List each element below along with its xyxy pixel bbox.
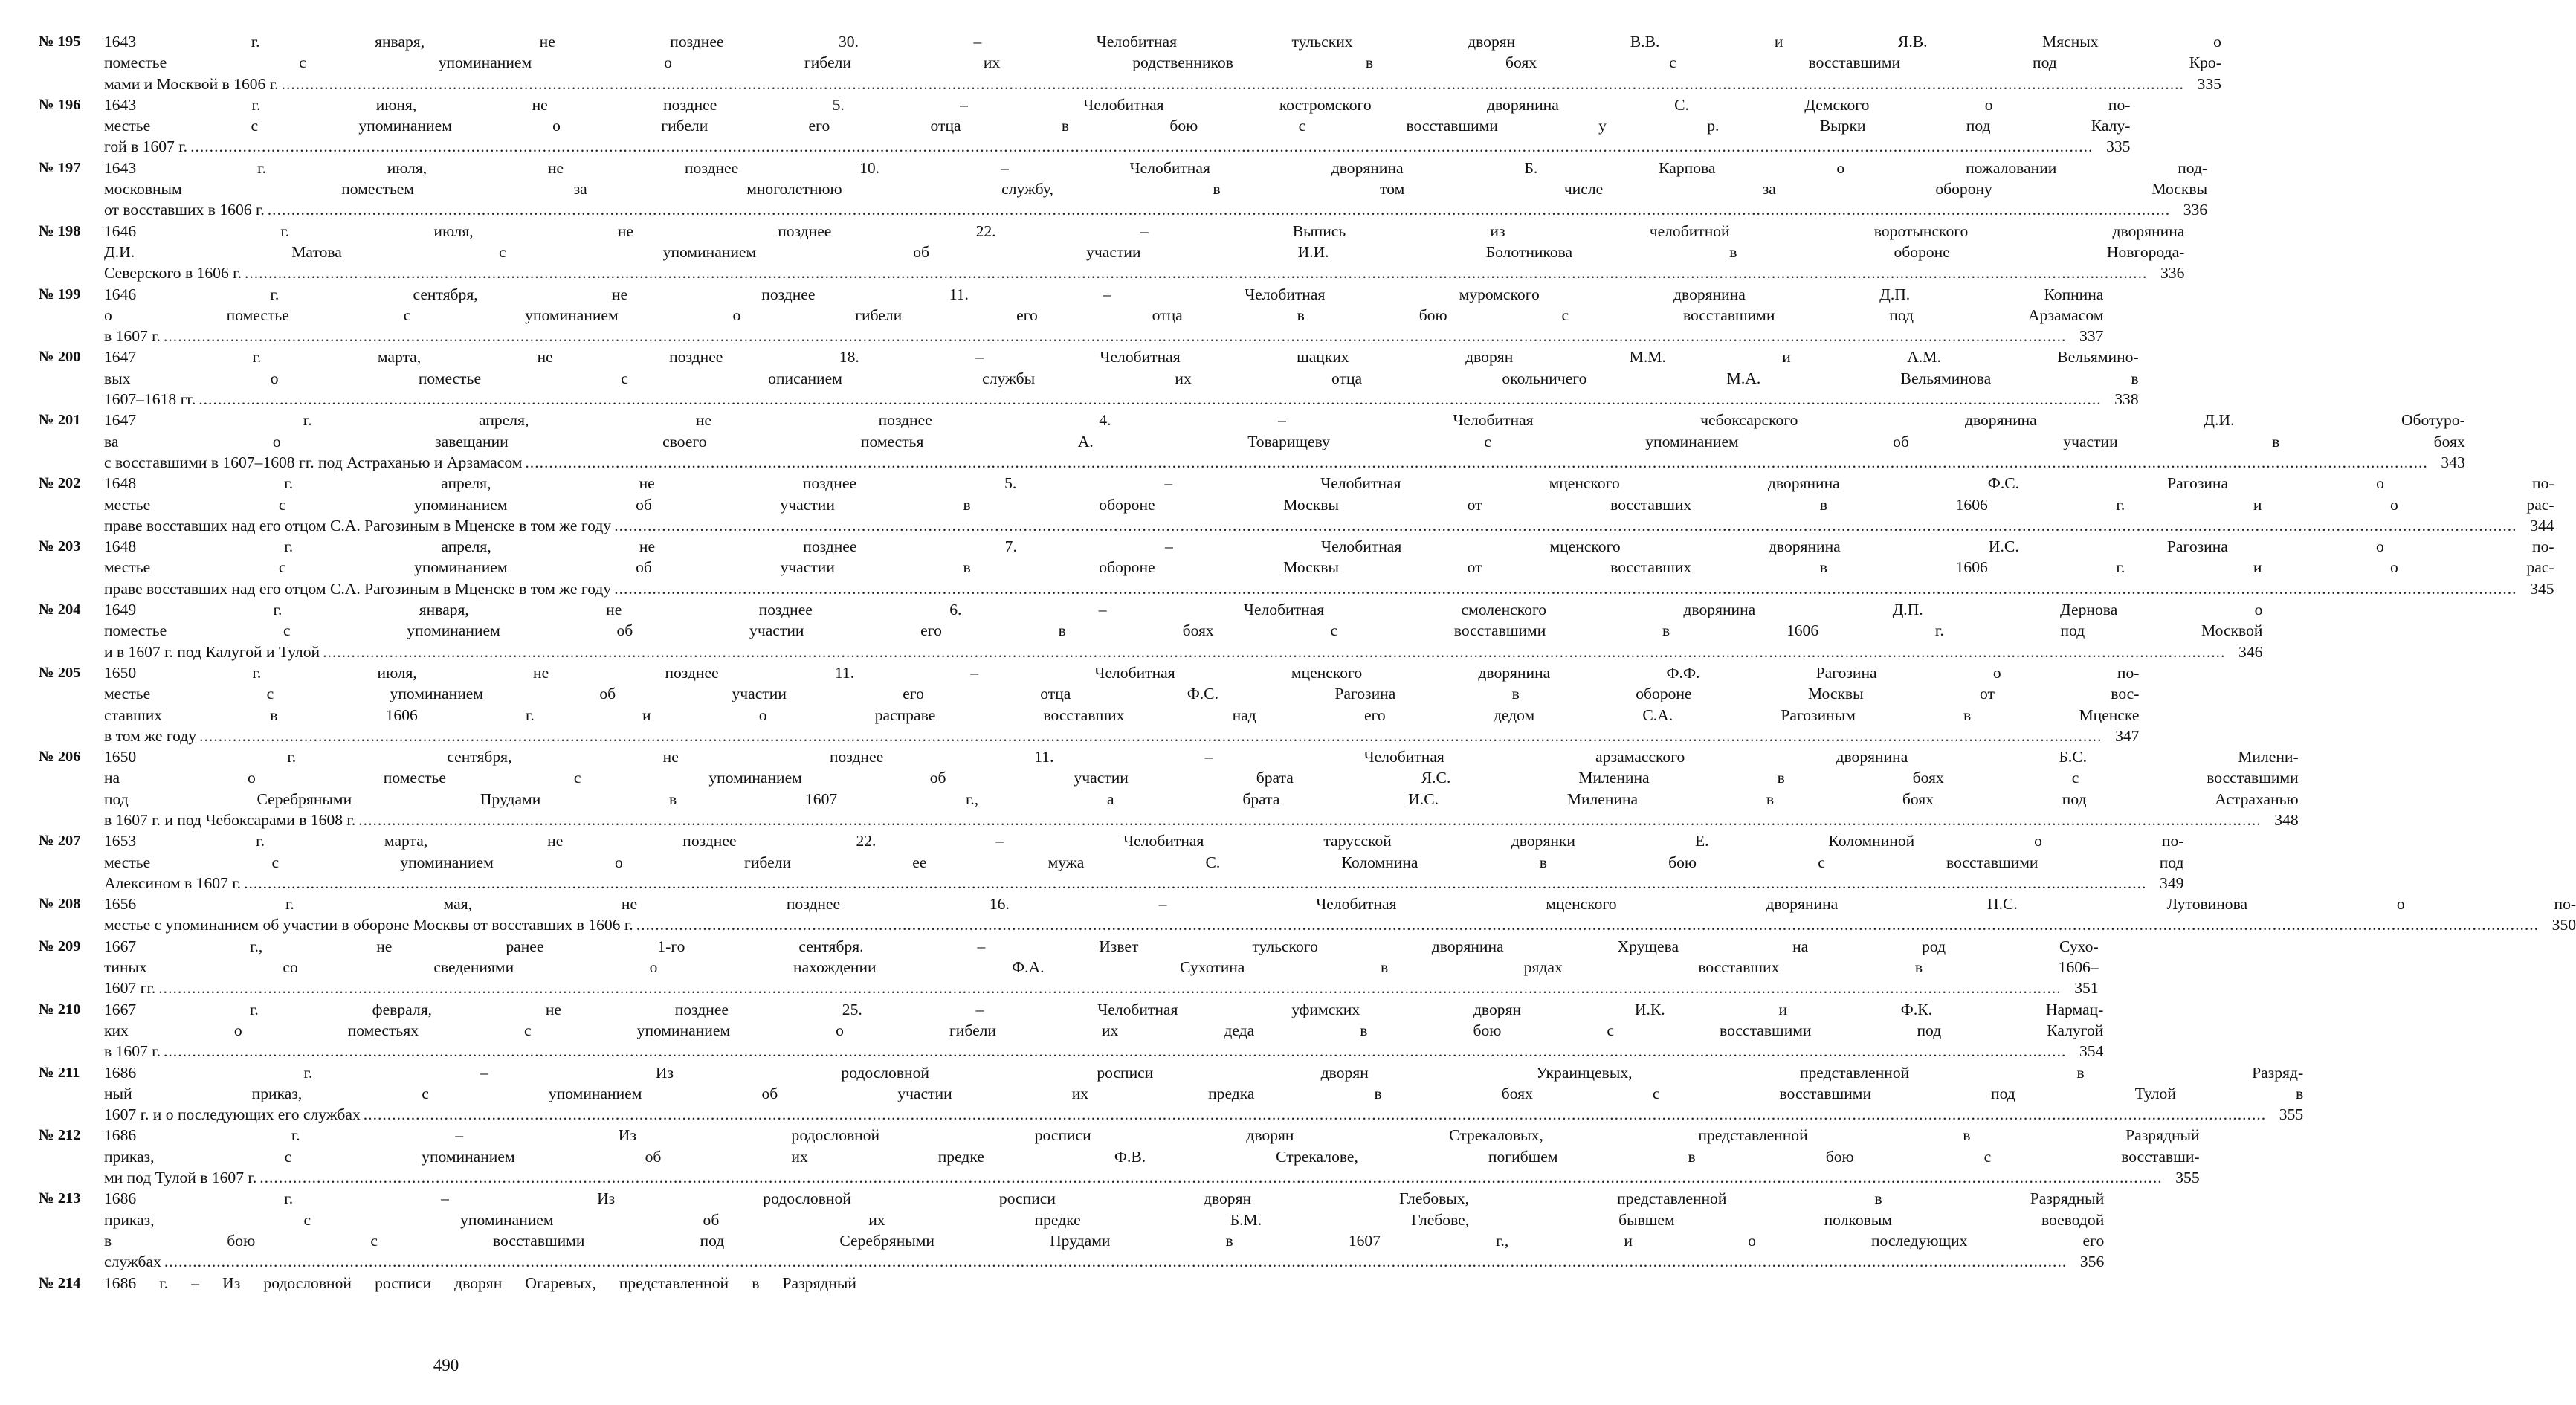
entry-description (104, 936, 2099, 999)
entry-line: праве восставших над его отцом С.А. Рагозиным в Мценске в том же году (104, 516, 612, 534)
entry-line: 1686 г. – Из родословной росписи дворян Огаревых, представленной в Разрядный (104, 1273, 856, 1292)
entry-last-line (104, 326, 2103, 346)
entry-description (104, 31, 2221, 94)
entry-line: местье с упоминанием об участии в обороне Москвы от восставших в 1606 г. и о рас- (104, 558, 2554, 577)
dot-leader: ................................................................................................................................................................................................................................................................................................................................................................................................................ (636, 916, 2540, 934)
entry-number: № 204 (39, 601, 81, 618)
entry-line: от восставших в 1606 г. (104, 201, 265, 219)
entry-last-line (104, 914, 2576, 935)
dot-leader: ................................................................................................................................................................................................................................................................................................................................................................................................................ (259, 1169, 2163, 1187)
entry-last-line (104, 136, 2130, 157)
entry-description (104, 830, 2183, 894)
entry-line: местье с упоминанием об участии в обороне Москвы от восставших в 1606 г. и о рас- (104, 495, 2554, 514)
entry-description (104, 1273, 856, 1293)
entry-line: службах (104, 1253, 161, 1271)
dot-leader: ................................................................................................................................................................................................................................................................................................................................................................................................................ (164, 327, 2067, 346)
entry-line: ва о завещании своего поместья А. Товарищеву с упоминанием об участии в боях (104, 432, 2465, 450)
entry-description (104, 1188, 2104, 1272)
entry-line: Д.И. Матова с упоминанием об участии И.И. Болотникова в обороне Новгорода- (104, 242, 2185, 261)
dot-leader: ................................................................................................................................................................................................................................................................................................................................................................................................................ (525, 453, 2428, 471)
dot-leader: ................................................................................................................................................................................................................................................................................................................................................................................................................ (164, 1253, 2067, 1271)
entry-line: тиных со сведениями о нахождении Ф.А. Сухотина в рядах восставших в 1606– (104, 958, 2099, 977)
entry-page-number: 349 (2160, 873, 2184, 892)
entry-line: 1646 г. сентября, не позднее 11. – Челобитная муромского дворянина Д.П. Копнина (104, 285, 2104, 303)
entry-line: 1643 г. июня, не позднее 5. – Челобитная костромского дворянина С. Демского о по- (104, 95, 2131, 114)
entry-description (104, 1125, 2200, 1188)
entry-line: местье с упоминанием о гибели ее мужа С. Коломнина в бою с восставшими под (104, 853, 2184, 871)
entry-description (104, 158, 2207, 221)
entry-page-number: 355 (2175, 1169, 2200, 1187)
entry-description (104, 599, 2262, 662)
entry-description (104, 1062, 2303, 1125)
entry-line: и в 1607 г. под Калугой и Тулой (104, 642, 320, 661)
entry-number: № 202 (39, 475, 81, 492)
entry-last-line (104, 262, 2184, 283)
entry-line: на о поместье с упоминанием об участии брата Я.С. Миленина в боях с восставшими (104, 769, 2299, 787)
toc-entry (39, 894, 2576, 936)
entry-last-line (104, 1251, 2104, 1272)
entry-page-number: 336 (2160, 264, 2185, 282)
entry-last-line (104, 1104, 2303, 1125)
entry-page-number: 344 (2530, 516, 2554, 534)
entry-line: ный приказ, с упоминанием об участии их предка в боях с восставшими под Тулой в (104, 1084, 2304, 1102)
dot-leader: ................................................................................................................................................................................................................................................................................................................................................................................................................ (244, 873, 2147, 892)
toc-entry (39, 536, 2554, 599)
entry-line: 1656 г. мая, не позднее 16. – Челобитная мценского дворянина П.С. Лутовинова о по- (104, 895, 2576, 914)
entry-last-line (104, 452, 2465, 473)
entry-last-line (104, 726, 2139, 746)
entry-number: № 209 (39, 937, 81, 955)
dot-leader: ................................................................................................................................................................................................................................................................................................................................................................................................................ (198, 390, 2102, 409)
toc-entry (39, 31, 2221, 94)
toc-entry (39, 830, 2184, 894)
toc-entry (39, 746, 2299, 830)
entry-number: № 198 (39, 222, 81, 239)
entry-number: № 197 (39, 159, 81, 176)
entry-line: ставших в 1606 г. и о расправе восставших над его дедом С.А. Рагозиным в Мценске (104, 705, 2140, 724)
entry-last-line (104, 810, 2299, 830)
entry-number: № 196 (39, 96, 81, 113)
entry-description (104, 410, 2465, 473)
entry-line: 1646 г. июля, не позднее 22. – Выпись из челобитной воротынского дворянина (104, 222, 2185, 240)
entry-number: № 208 (39, 896, 81, 913)
entry-line: 1649 г. января, не позднее 6. – Челобитная смоленского дворянина Д.П. Дернова о (104, 601, 2263, 619)
entry-number: № 200 (39, 349, 81, 366)
toc-entry (39, 284, 2104, 347)
dot-leader: ................................................................................................................................................................................................................................................................................................................................................................................................................ (267, 201, 2171, 219)
toc-entry (39, 1188, 2105, 1272)
entry-description (104, 94, 2130, 158)
entry-last-line (104, 978, 2099, 998)
dot-leader: ................................................................................................................................................................................................................................................................................................................................................................................................................ (164, 1042, 2067, 1061)
dot-leader: ................................................................................................................................................................................................................................................................................................................................................................................................................ (199, 726, 2102, 745)
entry-page-number: 356 (2079, 1253, 2105, 1271)
entry-line: 1643 г. января, не позднее 30. – Челобитная тульских дворян В.В. и Я.В. Мясных о (104, 33, 2221, 51)
entry-number: № 212 (39, 1127, 81, 1144)
entry-line: гой в 1607 г. (104, 138, 188, 156)
entry-line: под Серебряными Прудами в 1607 г., а брата И.С. Миленина в боях под Астраханью (104, 789, 2299, 808)
entry-line: в 1607 г. (104, 1042, 161, 1061)
entry-line: приказ, с упоминанием об их предке Ф.В. Стрекалове, погибшем в бою с восставши- (104, 1147, 2200, 1166)
entry-description (104, 284, 2103, 347)
entry-line: 1667 г. февраля, не позднее 25. – Челобитная уфимских дворян И.К. и Ф.К. Нармац- (104, 1000, 2104, 1018)
toc-entry (39, 599, 2263, 662)
entry-number: № 213 (39, 1190, 81, 1207)
toc-entry (39, 158, 2208, 221)
entry-line: поместье с упоминанием об участии его в боях с восставшими в 1606 г. под Москвой (104, 621, 2263, 640)
entry-line: 1643 г. июля, не позднее 10. – Челобитная дворянина Б. Карпова о пожаловании под- (104, 158, 2208, 177)
entry-line: местье с упоминанием о гибели его отца в бою с восставшими у р. Вырки под Калу- (104, 117, 2131, 135)
entry-number: № 210 (39, 1001, 81, 1018)
entry-line: 1647 г. марта, не позднее 18. – Челобитная шацких дворян М.М. и А.М. Вельямино- (104, 348, 2139, 366)
page-number: 490 (433, 1356, 459, 1375)
entry-line: 1607 гг. (104, 979, 156, 998)
entry-page-number: 336 (2183, 201, 2208, 219)
entry-page-number: 347 (2115, 726, 2140, 745)
entry-page-number: 337 (2079, 327, 2104, 346)
entry-line: 1686 г. – Из родословной росписи дворян Украинцевых, представленной в Разряд- (104, 1063, 2304, 1082)
toc-entry (39, 1125, 2200, 1188)
entry-line: 1653 г. марта, не позднее 22. – Челобитная тарусской дворянки Е. Коломниной о по- (104, 832, 2184, 850)
entry-line: мами и Москвой в 1606 г. (104, 74, 279, 93)
entry-line: в бою с восставшими под Серебряными Прудами в 1607 г., и о последующих его (104, 1231, 2105, 1250)
entry-description (104, 536, 2554, 599)
entry-page-number: 343 (2441, 453, 2465, 471)
dot-leader: ................................................................................................................................................................................................................................................................................................................................................................................................................ (614, 516, 2517, 534)
entry-line: в 1607 г. и под Чебоксарами в 1608 г. (104, 810, 356, 829)
entry-line: с восставшими в 1607–1608 гг. под Астраханью и Арзамасом (104, 453, 523, 471)
dot-leader: ................................................................................................................................................................................................................................................................................................................................................................................................................ (281, 74, 2184, 93)
entry-line: приказ, с упоминанием об их предке Б.М. Глебове, бывшем полковым воеводой (104, 1210, 2105, 1229)
entry-line: московным поместьем за многолетнюю службу, в том числе за оборону Москвы (104, 180, 2208, 198)
entry-page-number: 350 (2551, 916, 2576, 934)
entry-line: о поместье с упоминанием о гибели его отца в бою с восставшими под Арзамасом (104, 306, 2104, 324)
entry-number: № 211 (39, 1064, 80, 1081)
entry-line: Алексином в 1607 г. (104, 873, 242, 892)
entry-line: местье с упоминанием об участии его отца Ф.С. Рагозина в обороне Москвы от вос- (104, 685, 2140, 703)
entry-line: местье с упоминанием об участии в обороне Москвы от восставших в 1606 г. (104, 916, 633, 934)
entry-page-number: 338 (2114, 390, 2139, 409)
entry-line: поместье с упоминанием о гибели их родственников в боях с восставшими под Кро- (104, 54, 2221, 72)
toc-entry (39, 94, 2131, 158)
dot-leader: ................................................................................................................................................................................................................................................................................................................................................................................................................ (358, 810, 2262, 829)
entry-line: вых о поместье с описанием службы их отца окольничего М.А. Вельяминова в (104, 369, 2139, 387)
entry-line: 1686 г. – Из родословной росписи дворян Глебовых, представленной в Разрядный (104, 1189, 2105, 1208)
entry-number: № 199 (39, 285, 81, 303)
entry-line: 1648 г. апреля, не позднее 5. – Челобитная мценского дворянина Ф.С. Рагозина о по- (104, 474, 2554, 493)
entry-description (104, 346, 2139, 410)
entry-line: 1648 г. апреля, не позднее 7. – Челобитная мценского дворянина И.С. Рагозина о по- (104, 537, 2554, 556)
entry-number: № 207 (39, 833, 81, 850)
dot-leader: ................................................................................................................................................................................................................................................................................................................................................................................................................ (158, 979, 2062, 998)
entry-line: 1607 г. и о последующих его службах (104, 1105, 361, 1124)
entry-number: № 206 (39, 749, 81, 766)
toc-entry (39, 410, 2465, 473)
entry-line: 1667 г., не ранее 1-го сентября. – Извет тульского дворянина Хрущева на род Сухо- (104, 937, 2099, 955)
entry-line: праве восставших над его отцом С.А. Рагозиным в Мценске в том же году (104, 579, 612, 598)
entry-page-number: 348 (2274, 810, 2299, 829)
entry-last-line (104, 199, 2207, 220)
entry-page-number: 335 (2106, 138, 2131, 156)
entry-number: № 195 (39, 33, 81, 50)
entry-number: № 203 (39, 538, 81, 555)
toc-entry (39, 999, 2104, 1062)
toc-entry (39, 1062, 2304, 1125)
entry-line: ми под Тулой в 1607 г. (104, 1169, 257, 1187)
entry-line: 1607–1618 гг. (104, 390, 196, 409)
entry-last-line (104, 515, 2554, 536)
entry-page-number: 355 (2279, 1105, 2304, 1124)
entry-description (104, 473, 2554, 536)
entry-last-line (104, 873, 2183, 894)
toc-entry (39, 662, 2140, 746)
entry-last-line (104, 1041, 2103, 1062)
entry-number: № 214 (39, 1274, 81, 1291)
entry-line: в том же году (104, 726, 197, 745)
entry-description (104, 999, 2103, 1062)
entry-line: 1650 г. июля, не позднее 11. – Челобитная мценского дворянина Ф.Ф. Рагозина о по- (104, 663, 2140, 682)
table-of-contents (39, 31, 2576, 1293)
entry-line: в 1607 г. (104, 327, 161, 346)
toc-entry (39, 1273, 856, 1293)
entry-description (104, 746, 2299, 830)
entry-number: № 201 (39, 412, 81, 429)
dot-leader: ................................................................................................................................................................................................................................................................................................................................................................................................................ (245, 264, 2148, 282)
entry-page-number: 351 (2074, 979, 2099, 998)
entry-description (104, 221, 2184, 284)
entry-last-line (104, 389, 2139, 410)
entry-line: Северского в 1606 г. (104, 264, 242, 282)
toc-entry (39, 936, 2099, 999)
entry-line: 1650 г. сентября, не позднее 11. – Челобитная арзамасского дворянина Б.С. Милени- (104, 748, 2299, 766)
entry-page-number: 345 (2530, 579, 2554, 598)
toc-entry (39, 221, 2185, 284)
entry-last-line (104, 642, 2262, 662)
entry-line: 1647 г. апреля, не позднее 4. – Челобитная чебоксарского дворянина Д.И. Оботуро- (104, 411, 2465, 430)
entry-page-number: 346 (2238, 642, 2263, 661)
entry-last-line (104, 1167, 2200, 1188)
dot-leader: ................................................................................................................................................................................................................................................................................................................................................................................................................ (190, 138, 2094, 156)
entry-last-line (104, 74, 2221, 94)
entry-page-number: 335 (2197, 74, 2221, 93)
dot-leader: ................................................................................................................................................................................................................................................................................................................................................................................................................ (323, 642, 2226, 661)
entry-line: ких о поместьях с упоминанием о гибели их деда в бою с восставшими под Калугой (104, 1021, 2104, 1039)
entry-number: № 205 (39, 664, 81, 681)
entry-description (104, 662, 2139, 746)
toc-entry (39, 346, 2139, 410)
entry-description (104, 894, 2576, 936)
dot-leader: ................................................................................................................................................................................................................................................................................................................................................................................................................ (614, 579, 2517, 598)
toc-entry (39, 473, 2554, 536)
entry-last-line (104, 578, 2554, 599)
dot-leader: ................................................................................................................................................................................................................................................................................................................................................................................................................ (363, 1105, 2267, 1124)
entry-page-number: 354 (2079, 1042, 2104, 1061)
entry-line: 1686 г. – Из родословной росписи дворян Стрекаловых, представленной в Разрядный (104, 1126, 2200, 1145)
